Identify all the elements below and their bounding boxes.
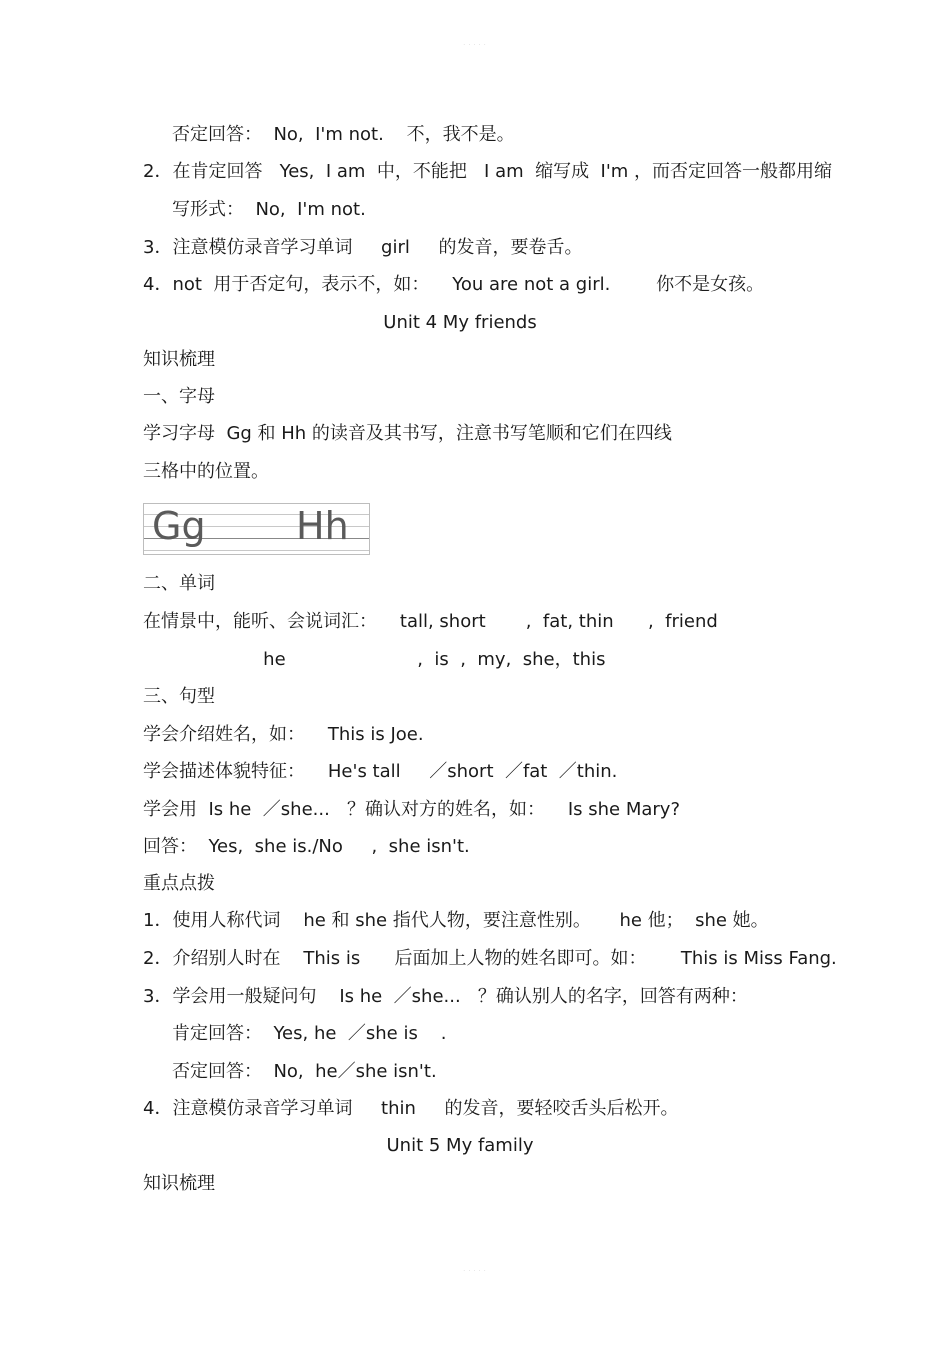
header-watermark: · · · · · bbox=[463, 42, 487, 48]
key-point-4: 4．注意模仿录音学习单词 thin 的发音，要轻咬舌头后松开。 bbox=[143, 1098, 679, 1119]
words-heading: 二、单词 bbox=[143, 573, 215, 594]
gh-handwriting-image bbox=[143, 503, 370, 555]
key-point-3: 3．学会用一般疑问句 Is he ／she... ？确认别人的名字，回答有两种： bbox=[143, 986, 748, 1007]
point-2-line: 2．在肯定回答 Yes, I am 中，不能把 I am 缩写成 I'm ，而否定回答一般都用缩 bbox=[143, 161, 833, 182]
hh-letters: Hh bbox=[296, 504, 349, 548]
key-points-heading: 重点点拨 bbox=[143, 873, 215, 894]
unit4-title: Unit 4 My friends bbox=[383, 312, 537, 333]
knowledge-heading-2: 知识梳理 bbox=[143, 1173, 215, 1194]
sentence-4: 回答： Yes, she is./No , she isn't. bbox=[143, 836, 470, 857]
negative-answer: 否定回答： No, he／she isn't. bbox=[172, 1061, 437, 1082]
negative-answer-line: 否定回答： No, I'm not. 不，我不是。 bbox=[172, 124, 515, 145]
letters-text-2: 三格中的位置。 bbox=[143, 461, 269, 482]
sentence-1: 学会介绍姓名，如： This is Joe. bbox=[143, 724, 424, 745]
knowledge-heading: 知识梳理 bbox=[143, 349, 215, 370]
point-4-line: 4．not 用于否定句，表示不，如： You are not a girl. 你不是女孩。 bbox=[143, 274, 765, 295]
vocab-line-1: 在情景中，能听、会说词汇： tall, short , fat, thin , friend bbox=[143, 611, 718, 632]
gg-letters: Gg bbox=[152, 504, 206, 548]
key-point-1: 1．使用人称代词 he 和 she 指代人物，要注意性别。 he 他； she 她。 bbox=[143, 910, 769, 931]
sentence-2: 学会描述体貌特征： He's tall ／short ／fat ／thin. bbox=[143, 761, 618, 782]
abbrev-form-line: 写形式： No, I'm not. bbox=[172, 199, 366, 220]
point-3-line: 3．注意模仿录音学习单词 girl 的发音，要卷舌。 bbox=[143, 237, 583, 258]
vocab-line-2: he , is , my, she，this bbox=[143, 649, 606, 670]
footer-watermark: · · · · · bbox=[463, 1268, 487, 1274]
affirmative-answer: 肯定回答： Yes, he ／she is . bbox=[172, 1023, 447, 1044]
sentence-3: 学会用 Is he ／she... ？确认对方的姓名，如： Is she Mary? bbox=[143, 799, 681, 820]
letters-heading: 一、字母 bbox=[143, 386, 215, 407]
sentence-heading: 三、句型 bbox=[143, 686, 215, 707]
unit5-title: Unit 5 My family bbox=[386, 1135, 534, 1156]
key-point-2: 2．介绍别人时在 This is 后面加上人物的姓名即可。如： This is Miss Fang. bbox=[143, 948, 837, 969]
letters-text: 学习字母 Gg 和 Hh 的读音及其书写，注意书写笔顺和它们在四线 bbox=[143, 423, 672, 444]
